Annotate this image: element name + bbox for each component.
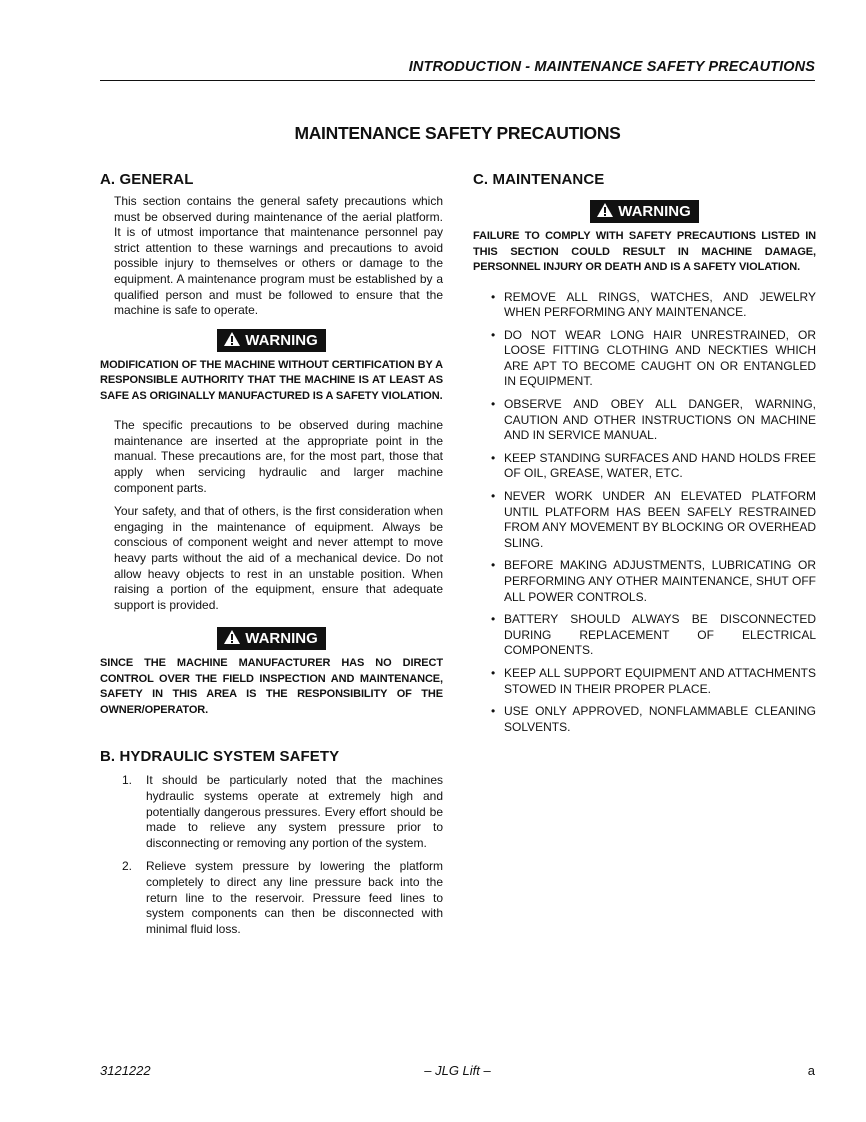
left-column	[100, 171, 443, 945]
bullet-text: USE ONLY APPROVED, NONFLAMMABLE CLEANING SOLVENTS.	[504, 704, 816, 734]
running-header: INTRODUCTION - MAINTENANCE SAFETY PRECAUTIONS	[408, 59, 815, 75]
warning-badge	[217, 329, 326, 352]
warning-text-3: FAILURE TO COMPLY WITH SAFETY PRECAUTIONS LISTED IN THIS SECTION COULD RESULT IN MACHINE DAMAGE, PERSONNEL INJURY OR DEATH AND IS A SAFETY VIOLATION.	[473, 230, 816, 273]
warning-text-1: MODIFICATION OF THE MACHINE WITHOUT CERTIFICATION BY A RESPONSIBLE AUTHORITY THAT THE MACHINE IS AT LEAST AS SAFE AS ORIGINALLY MANUFACTURED IS A SAFETY VIOLATION.	[100, 358, 443, 402]
list-item	[473, 451, 816, 482]
warning-badge	[217, 627, 326, 650]
page-title: MAINTENANCE SAFETY PRECAUTIONS	[294, 123, 621, 143]
warning-triangle-icon	[223, 331, 241, 347]
section-a-paragraph-2: The specific precautions to be observed during machine maintenance are inserted at the appropriate point in the manual. These precautions are, for the most part, those that apply when servicing hydraulic and larger machine component parts.	[114, 418, 443, 495]
right-column	[473, 171, 816, 742]
step-number: 2.	[122, 859, 133, 874]
bullet-glyph: •	[491, 558, 496, 573]
bullet-text: KEEP STANDING SURFACES AND HAND HOLDS FREE OF OIL, GREASE, WATER, ETC.	[504, 450, 816, 481]
bullet-glyph: •	[491, 612, 496, 627]
bullet-text: OBSERVE AND OBEY ALL DANGER, WARNING, CAUTION AND OTHER INSTRUCTIONS ON MACHINE AND IN SERVICE MANUAL.	[504, 397, 816, 443]
bullet-text: REMOVE ALL RINGS, WATCHES, AND JEWELRY WHEN PERFORMING ANY MAINTENANCE.	[504, 289, 816, 320]
list-item	[473, 489, 816, 551]
list-item	[473, 290, 816, 321]
step-number: 1.	[122, 773, 133, 788]
list-item	[473, 397, 816, 444]
list-item	[473, 328, 816, 390]
section-a-paragraph-3: Your safety, and that of others, is the first consideration when engaging in the maintenance of equipment. Always be conscious of component weight and never attempt to move heavy parts without the aid of a mechanical device. Do not allow heavy objects to rest in an unstable position. When raising a portion of the equipment, ensure that adequate support is provided.	[114, 504, 443, 612]
list-item	[473, 666, 816, 697]
list-item	[473, 612, 816, 659]
warning-label: WARNING	[245, 630, 318, 648]
bullet-glyph: •	[491, 397, 496, 412]
step-text: Relieve system pressure by lowering the platform completely to direct any line pressure back into the return line to the reservoir. Pressure feed lines to system components can then be disconnected with minimal fluid loss.	[146, 859, 443, 936]
section-a-paragraph-1: This section contains the general safety precautions which must be observed during maintenance of the aerial platform. It is of utmost importance that maintenance personnel pay strict attention to these warnings and precautions to avoid possible injury to themselves or others or damage to the equipment. A maintenance program must be established by a qualified person and must be followed to ensure that the machine is safe to operate.	[114, 194, 443, 318]
maintenance-bullet-list	[473, 290, 816, 736]
bullet-glyph: •	[491, 450, 496, 465]
bullet-glyph: •	[491, 665, 496, 680]
section-c-heading: C. MAINTENANCE	[473, 171, 605, 188]
warning-label: WARNING	[245, 331, 318, 349]
bullet-glyph: •	[491, 327, 496, 342]
warning-badge	[590, 200, 699, 223]
warning-triangle-icon	[223, 629, 241, 645]
footer-doc-number: 3121222	[100, 1063, 151, 1078]
bullet-text: DO NOT WEAR LONG HAIR UNRESTRAINED, OR LOOSE FITTING CLOTHING AND NECKTIES WHICH ARE APT TO BECOME CAUGHT ON OR ENTANGLED IN EQUIPMENT.	[504, 327, 816, 389]
header-rule	[100, 80, 815, 81]
hydraulic-steps-list	[100, 773, 443, 937]
warning-triangle-icon	[596, 202, 614, 218]
bullet-text: BEFORE MAKING ADJUSTMENTS, LUBRICATING OR PERFORMING ANY OTHER MAINTENANCE, SHUT OFF ALL POWER CONTROLS.	[504, 558, 816, 604]
section-b-heading: B. HYDRAULIC SYSTEM SAFETY	[100, 748, 340, 766]
bullet-text: KEEP ALL SUPPORT EQUIPMENT AND ATTACHMENTS STOWED IN THEIR PROPER PLACE.	[504, 665, 816, 696]
list-item	[100, 859, 443, 937]
list-item	[100, 773, 443, 851]
bullet-glyph: •	[491, 289, 496, 304]
warning-box-3	[473, 200, 816, 223]
footer-page-number: a	[807, 1063, 815, 1078]
warning-label: WARNING	[618, 203, 691, 220]
warning-box-2	[100, 627, 443, 650]
bullet-text: BATTERY SHOULD ALWAYS BE DISCONNECTED DURING REPLACEMENT OF ELECTRICAL COMPONENTS.	[504, 612, 816, 658]
section-a-heading: A. GENERAL	[100, 171, 194, 188]
warning-box-1	[100, 329, 443, 352]
footer-publisher: – JLG Lift –	[424, 1063, 491, 1078]
bullet-glyph: •	[491, 704, 496, 719]
list-item	[473, 558, 816, 605]
bullet-text: NEVER WORK UNDER AN ELEVATED PLATFORM UNTIL PLATFORM HAS BEEN SAFELY RESTRAINED FROM ANY MOVEMENT BY BLOCKING OR OVERHEAD SLING.	[504, 489, 816, 550]
step-text: It should be particularly noted that the machines hydraulic systems operate at extremely high and potentially dangerous pressures. Every effort should be made to relieve any system pressure prior to disconnecting or removing any portion of the system.	[146, 773, 443, 850]
bullet-glyph: •	[491, 489, 496, 504]
list-item	[473, 704, 816, 735]
warning-text-2: SINCE THE MACHINE MANUFACTURER HAS NO DIRECT CONTROL OVER THE FIELD INSPECTION AND MAINTENANCE, SAFETY IN THIS AREA IS THE RESPONSIBILITY OF THE OWNER/OPERATOR.	[100, 657, 443, 716]
